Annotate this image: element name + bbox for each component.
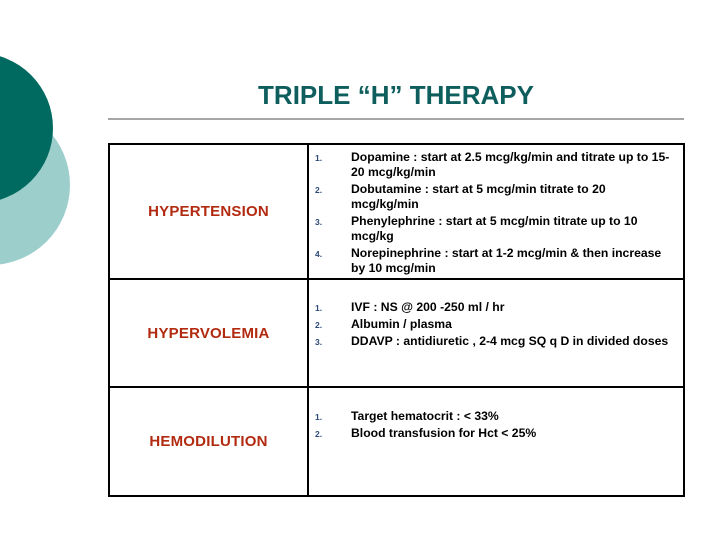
- item-number: 1.: [315, 153, 323, 163]
- decorative-circles: [0, 0, 80, 300]
- item-text: Albumin / plasma: [351, 317, 452, 331]
- list-item: [315, 214, 675, 244]
- item-text: Phenylephrine : start at 5 mcg/min titrate up to 10 mcg/kg: [351, 214, 638, 243]
- item-text: DDAVP : antidiuretic , 2-4 mcg SQ q D in divided doses: [351, 334, 669, 348]
- item-list: [309, 145, 683, 276]
- item-text: Blood transfusion for Hct < 25%: [351, 426, 537, 440]
- item-number: 3.: [315, 217, 323, 227]
- item-text: Dobutamine : start at 5 mcg/min titrate to 20 mcg/kg/min: [351, 182, 606, 211]
- list-item: [315, 409, 675, 424]
- item-text: Target hematocrit : < 33%: [351, 409, 499, 423]
- therapy-table: [108, 143, 685, 497]
- item-text: Norepinephrine : start at 1-2 mcg/min & then increase by 10 mcg/min: [351, 246, 662, 275]
- table-row: [109, 279, 684, 387]
- list-item: [315, 246, 675, 276]
- item-number: 4.: [315, 249, 323, 259]
- item-number: 2.: [315, 320, 323, 330]
- list-item: [315, 300, 675, 315]
- items-cell: [308, 279, 684, 387]
- item-number: 1.: [315, 303, 323, 313]
- item-number: 2.: [315, 185, 323, 195]
- list-item: [315, 426, 675, 441]
- category-hemodilution: HEMODILUTION: [109, 387, 308, 496]
- category-hypertension: HYPERTENSION: [109, 144, 308, 279]
- item-text: Dopamine : start at 2.5 mcg/kg/min and titrate up to 15-20 mcg/kg/min: [351, 150, 670, 179]
- item-number: 2.: [315, 429, 323, 439]
- table-row: [109, 387, 684, 496]
- list-item: [315, 182, 675, 212]
- list-item: [315, 150, 675, 180]
- items-cell: [308, 387, 684, 496]
- table-row: [109, 144, 684, 279]
- list-item: [315, 334, 675, 349]
- slide-title: TRIPLE “H” THERAPY: [258, 80, 534, 110]
- list-item: [315, 317, 675, 332]
- category-hypervolemia: HYPERVOLEMIA: [109, 279, 308, 387]
- items-cell: [308, 144, 684, 279]
- item-number: 1.: [315, 412, 323, 422]
- item-text: IVF : NS @ 200 -250 ml / hr: [351, 300, 505, 314]
- item-number: 3.: [315, 337, 323, 347]
- item-list: [309, 280, 683, 349]
- item-list: [309, 388, 683, 441]
- title-divider: [108, 118, 684, 120]
